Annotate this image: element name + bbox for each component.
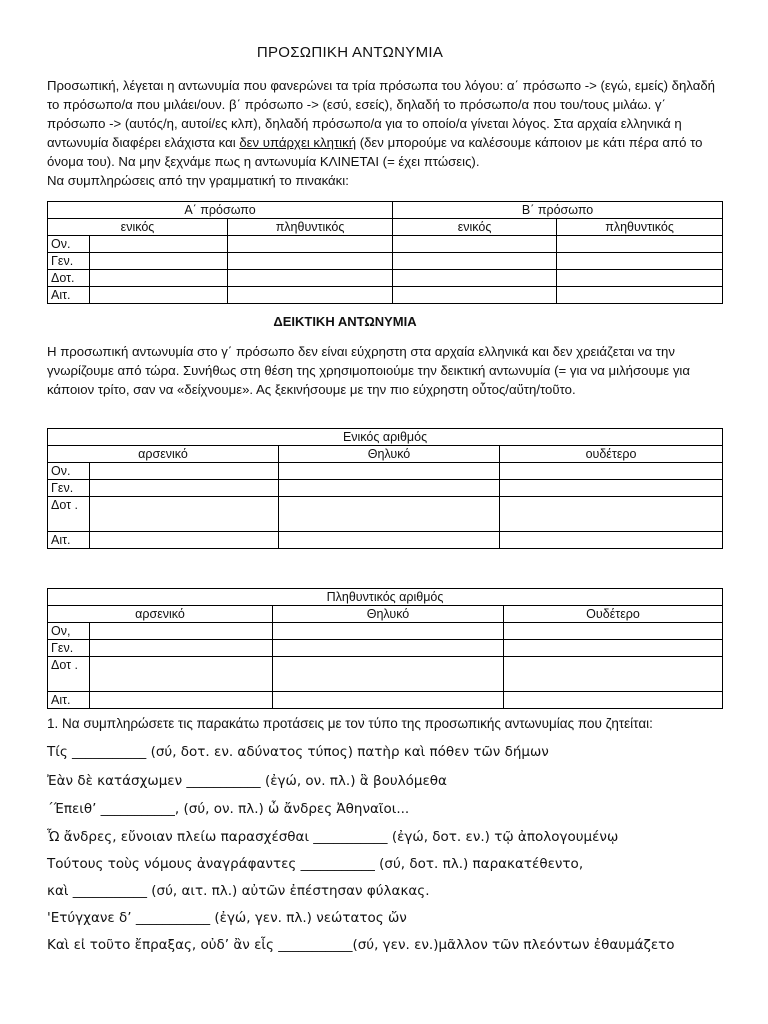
blank-cell[interactable] — [273, 623, 504, 640]
table-row — [48, 287, 723, 304]
col-header: αρσενικό — [48, 606, 273, 623]
table-row — [48, 532, 723, 549]
table-title: Πληθυντικός αριθμός — [48, 589, 723, 606]
blank-cell[interactable] — [393, 253, 557, 270]
exercise-sentence: Καὶ εἰ τοῦτο ἔπραξας, οὐδ’ ἂν εἷς ___________(σύ, γεν. εν.)μᾶλλον τῶν πλεόντων ἐθαυμάζετο — [47, 937, 675, 953]
intro-underlined-text: δεν υπάρχει κλητική — [239, 135, 357, 150]
case-label: Δοτ. — [48, 270, 90, 287]
blank-cell[interactable] — [273, 640, 504, 657]
blank-cell[interactable] — [504, 692, 723, 709]
col-header: ενικός — [393, 219, 557, 236]
plural-table — [47, 588, 723, 709]
case-label: Αιτ. — [48, 287, 90, 304]
table-row — [48, 623, 723, 640]
blank-cell[interactable] — [90, 692, 273, 709]
case-label: Γεν. — [48, 640, 90, 657]
blank-cell[interactable] — [90, 657, 273, 692]
col-header: Θηλυκό — [273, 606, 504, 623]
blank-cell[interactable] — [500, 480, 723, 497]
blank-cell[interactable] — [504, 657, 723, 692]
page-title: ΠΡΟΣΩΠΙΚΗ ΑΝΤΩΝΥΜΙΑ — [256, 44, 444, 61]
group-header-first-person: Α΄ πρόσωπο — [48, 202, 393, 219]
case-label: Γεν. — [48, 480, 90, 497]
exercise-sentence: καὶ ___________ (σύ, αιτ. πλ.) αὐτῶν ἐπέστησαν φύλακας. — [47, 883, 430, 899]
blank-cell[interactable] — [557, 270, 723, 287]
case-label: Ον. — [48, 463, 90, 480]
exercise-sentence: ΄Έπειθ’ ___________, (σύ, ον. πλ.) ὦ ἄνδρες Ἀθηναῖοι... — [47, 801, 410, 817]
blank-cell[interactable] — [504, 640, 723, 657]
singular-table — [47, 428, 723, 549]
blank-cell[interactable] — [90, 532, 279, 549]
blank-cell[interactable] — [273, 692, 504, 709]
table-row — [48, 692, 723, 709]
blank-cell[interactable] — [90, 236, 228, 253]
blank-cell[interactable] — [90, 287, 228, 304]
col-header: πληθυντικός — [557, 219, 723, 236]
table-row — [48, 253, 723, 270]
section-heading-demonstrative: ΔΕΙΚΤΙΚΗ ΑΝΤΩΝΥΜΙΑ — [273, 314, 417, 329]
case-label: Δοτ . — [48, 497, 90, 532]
col-header: ενικός — [48, 219, 228, 236]
blank-cell[interactable] — [279, 480, 500, 497]
intro-paragraph — [47, 76, 727, 190]
col-header: Ουδέτερο — [504, 606, 723, 623]
blank-cell[interactable] — [393, 287, 557, 304]
table-title: Ενικός αριθμός — [48, 429, 723, 446]
table-row — [48, 236, 723, 253]
blank-cell[interactable] — [393, 270, 557, 287]
case-label: Γεν. — [48, 253, 90, 270]
blank-cell[interactable] — [500, 532, 723, 549]
case-label: Αιτ. — [48, 532, 90, 549]
blank-cell[interactable] — [90, 463, 279, 480]
group-header-second-person: Β΄ πρόσωπο — [393, 202, 723, 219]
intro-text-part2: (δεν μπορούμε να καλέσουμε κάποιον με κάτι πέρα από το όνομα του). Να μην ξεχνάμε πως η αντωνυμία ΚΛΙΝΕΤΑΙ (= έχει πτώσεις). — [47, 135, 703, 169]
blank-cell[interactable] — [90, 253, 228, 270]
blank-cell[interactable] — [228, 270, 393, 287]
table-row — [48, 657, 723, 692]
case-label: Ον. — [48, 236, 90, 253]
table-row — [48, 270, 723, 287]
case-label: Δοτ . — [48, 657, 90, 692]
exercise-sentence: Τούτους τοὺς νόμους ἀναγράφαντες ___________ (σύ, δοτ. πλ.) παρακατέθεντο, — [47, 856, 584, 872]
blank-cell[interactable] — [228, 236, 393, 253]
intro-text-part1: Προσωπική, λέγεται η αντωνυμία που φανερώνει τα τρία πρόσωπα του λόγου: α΄ πρόσωπο -> (εγώ, εμείς) δηλαδή το πρόσωπο/α που μιλάει/ουν. β΄ πρόσωπο -> (εσύ, εσείς), δηλαδή το πρόσωπο/α που του/τους μιλάω. γ΄ πρόσωπο -> (αυτός/η, αυτοί/ες κλπ), δηλαδή πρόσωπο/α για το οποίο/α γίνεται λόγος. Στα αρχαία ελληνικά η αντωνυμία διαφέρει ελάχιστα και — [47, 78, 716, 150]
intro-instruction: Να συμπληρώσεις από την γραμματική το πινακάκι: — [47, 173, 349, 188]
blank-cell[interactable] — [273, 657, 504, 692]
exercise-sentence: Ἐὰν δὲ κατάσχωμεν ___________ (ἐγώ, ον. πλ.) ἃ βουλόμεθα — [47, 773, 447, 789]
blank-cell[interactable] — [500, 463, 723, 480]
exercise-sentence: Ὦ ἄνδρες, εὔνοιαν πλείω παρασχέσθαι ___________ (ἐγώ, δοτ. εν.) τῷ ἀπολογουμένῳ — [47, 829, 619, 845]
blank-cell[interactable] — [90, 640, 273, 657]
blank-cell[interactable] — [557, 253, 723, 270]
case-label: Αιτ. — [48, 692, 90, 709]
blank-cell[interactable] — [90, 623, 273, 640]
table-row — [48, 480, 723, 497]
blank-cell[interactable] — [90, 497, 279, 532]
blank-cell[interactable] — [557, 287, 723, 304]
col-header: πληθυντικός — [228, 219, 393, 236]
blank-cell[interactable] — [500, 497, 723, 532]
table-row — [48, 463, 723, 480]
case-label: Ον, — [48, 623, 90, 640]
exercise-sentence: Τίς ___________ (σύ, δοτ. εν. αδύνατος τύπος) πατὴρ καὶ πόθεν τῶν δήμων — [47, 744, 549, 760]
exercise-sentence: 'Ετύγχανε δ’ ___________ (ἐγώ, γεν. πλ.) νεώτατος ὤν — [47, 910, 407, 926]
blank-cell[interactable] — [279, 497, 500, 532]
blank-cell[interactable] — [228, 287, 393, 304]
col-header: Θηλυκό — [279, 446, 500, 463]
table-row — [48, 497, 723, 532]
col-header: ουδέτερο — [500, 446, 723, 463]
table-row — [48, 640, 723, 657]
blank-cell[interactable] — [90, 480, 279, 497]
exercise-title: 1. Να συμπληρώσετε τις παρακάτω προτάσεις με τον τύπο της προσωπικής αντωνυμίας που ζητείται: — [47, 716, 653, 731]
blank-cell[interactable] — [393, 236, 557, 253]
blank-cell[interactable] — [228, 253, 393, 270]
col-header: αρσενικό — [48, 446, 279, 463]
blank-cell[interactable] — [279, 532, 500, 549]
blank-cell[interactable] — [504, 623, 723, 640]
blank-cell[interactable] — [557, 236, 723, 253]
blank-cell[interactable] — [90, 270, 228, 287]
blank-cell[interactable] — [279, 463, 500, 480]
demonstrative-paragraph: Η προσωπική αντωνυμία στο γ΄ πρόσωπο δεν είναι εύχρηστη στα αρχαία ελληνικά και δεν χρειάζεται να την γνωρίζουμε από τώρα. Συνήθως στη θέση της χρησιμοποιούμε την δεικτική αντωνυμία (= για να μιλήσουμε για κάποιον τρίτο, σαν να «δείχνουμε». Ας ξεκινήσουμε με την πιο εύχρηστη οὗτος/αὕτη/τοῦτο. — [47, 344, 690, 397]
personal-pronoun-table — [47, 201, 723, 304]
